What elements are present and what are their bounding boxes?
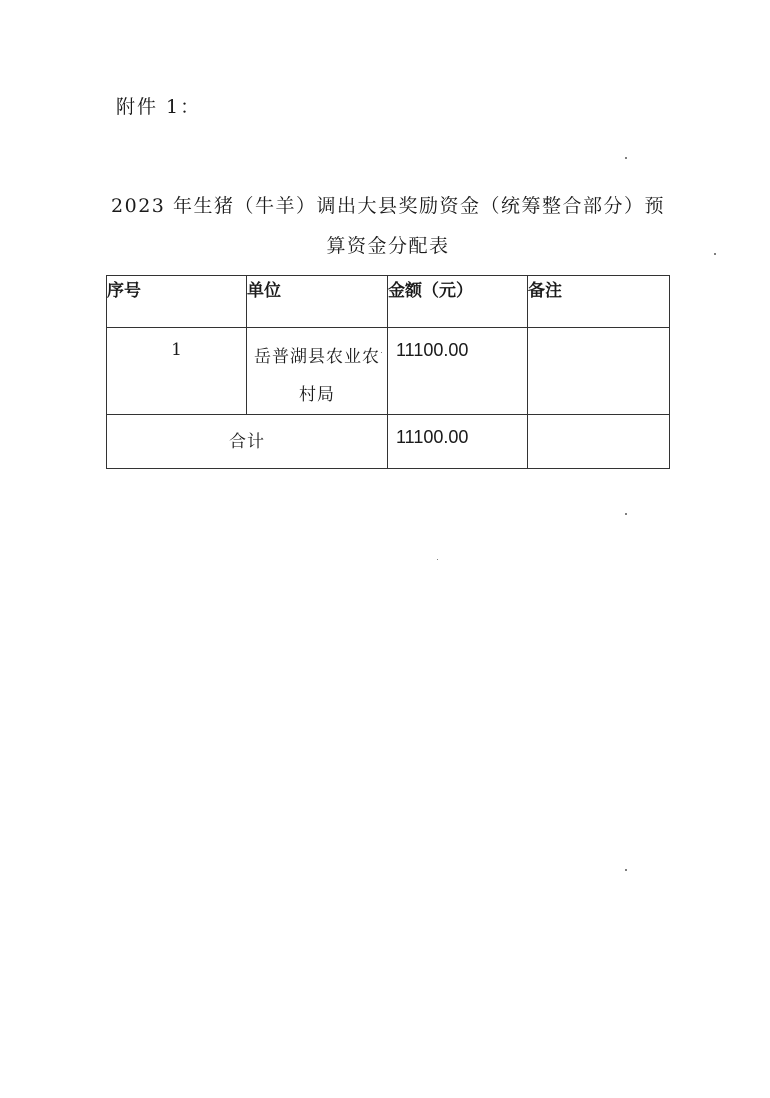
total-note-cell [528,415,670,469]
total-label-cell: 合计 [107,415,388,469]
row-unit-cell: 岳普湖县农业农村局 [247,328,388,415]
table-header-row [107,276,670,328]
total-row [107,415,670,469]
scan-speck [625,157,627,159]
header-note: 备注 [528,276,670,328]
row-note-cell [528,328,670,415]
header-amount: 金额（元） [388,276,528,328]
row-index-cell: 1 [107,328,247,415]
table-row [107,328,670,415]
attachment-label: 附件 1： [116,96,202,118]
scan-speck [625,869,627,871]
row-amount-cell: 11100.00 [388,328,528,415]
scan-speck [625,513,627,515]
scan-speck [381,352,382,353]
header-index: 序号 [107,276,247,328]
total-amount-cell: 11100.00 [388,415,528,469]
allocation-table [106,275,670,469]
document-title-line-1: 2023 年生猪（牛羊）调出大县奖励资金（统筹整合部分）预 [111,195,665,217]
header-unit: 单位 [247,276,388,328]
document-title-line-2: 算资金分配表 [326,235,450,257]
scan-speck [437,559,438,560]
scan-speck [714,253,716,255]
